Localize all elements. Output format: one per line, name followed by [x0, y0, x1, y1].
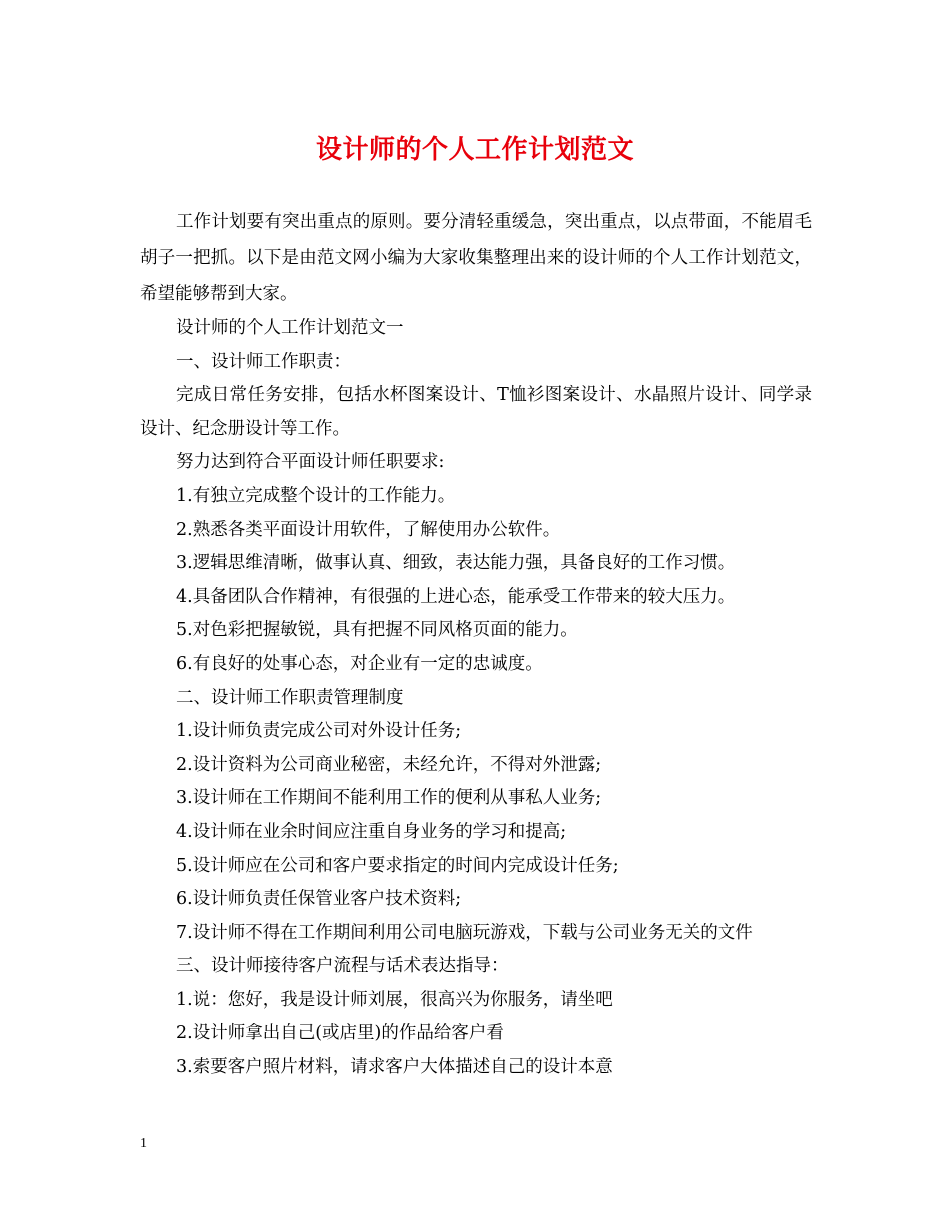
- list-item: 5.对色彩把握敏锐，具有把握不同风格页面的能力。: [176, 620, 578, 641]
- list-item: 6.有良好的处事心态，对企业有一定的忠诚度。: [176, 653, 543, 674]
- list-item: 6.设计师负责任保管业客户技术资料;: [176, 889, 462, 910]
- list-item: 7.设计师不得在工作期间利用公司电脑玩游戏，下载与公司业务无关的文件: [176, 922, 753, 943]
- page-number: 1: [140, 1136, 147, 1151]
- list-item: 2.设计师拿出自己(或店里)的作品给客户看: [176, 1023, 504, 1044]
- list-item: 2.熟悉各类平面设计用软件，了解使用办公软件。: [176, 519, 561, 540]
- list-item: 1.有独立完成整个设计的工作能力。: [176, 485, 456, 506]
- paragraph-reception-heading: 三、设计师接待客户流程与话术表达指导：: [176, 956, 509, 977]
- list-item: 5.设计师应在公司和客户要求指定的时间内完成设计任务;: [176, 855, 619, 876]
- list-item: 1.说：您好，我是设计师刘展，很高兴为你服务，请坐吧: [176, 989, 613, 1010]
- paragraph-management-heading: 二、设计师工作职责管理制度: [176, 687, 404, 708]
- list-item: 3.设计师在工作期间不能利用工作的便利从事私人业务;: [176, 788, 602, 809]
- paragraph-requirements-heading: 努力达到符合平面设计师任职要求:: [176, 452, 445, 473]
- list-item: 4.设计师在业余时间应注重自身业务的学习和提高;: [176, 821, 567, 842]
- list-item: 2.设计资料为公司商业秘密，未经允许，不得对外泄露;: [176, 754, 602, 775]
- paragraph-section-heading: 设计师的个人工作计划范文一: [176, 318, 404, 338]
- document-body: [140, 312, 812, 1085]
- paragraph-duties-heading: 一、设计师工作职责：: [176, 351, 351, 372]
- list-item: 4.具备团队合作精神，有很强的上进心态，能承受工作带来的较大压力。: [176, 586, 736, 607]
- document-title: 设计师的个人工作计划范文: [315, 135, 634, 165]
- intro-paragraph: 工作计划要有突出重点的原则。要分清轻重缓急，突出重点，以点带面，不能眉毛胡子一把抓。以下是由范文网小编为大家收集整理出来的设计师的个人工作计划范文，希望能够帮到大家。: [140, 212, 812, 304]
- list-item: 3.逻辑思维清晰，做事认真、细致，表达能力强，具备良好的工作习惯。: [176, 553, 736, 574]
- paragraph-daily-tasks: 完成日常任务安排，包括水杯图案设计、T恤衫图案设计、水晶照片设计、同学录设计、纪念册设计等工作。: [140, 385, 812, 439]
- list-item: 3.索要客户照片材料，请求客户大体描述自己的设计本意: [176, 1057, 613, 1078]
- list-item: 1.设计师负责完成公司对外设计任务;: [176, 721, 462, 742]
